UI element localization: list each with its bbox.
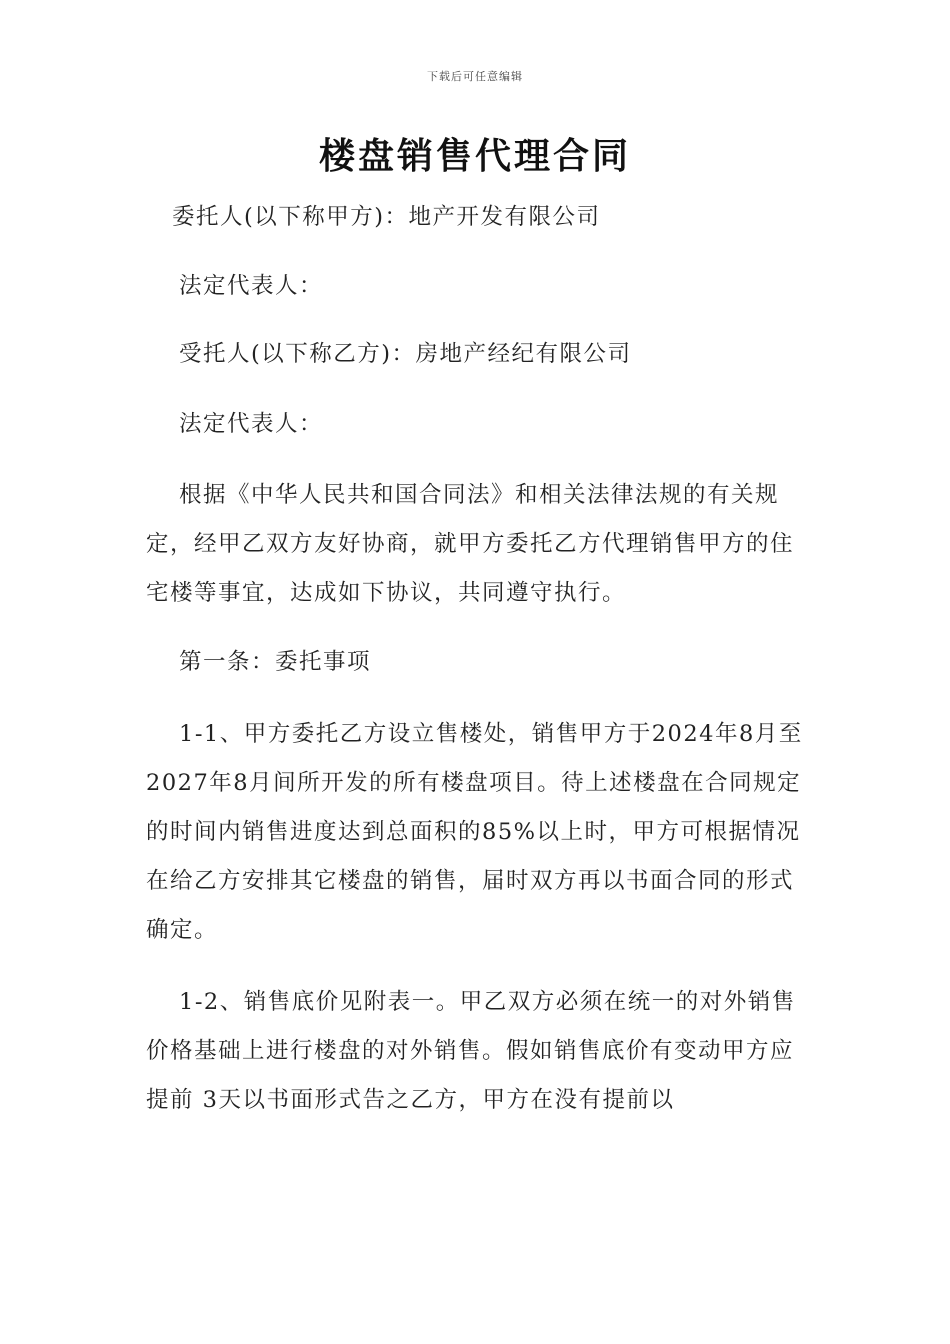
party-a-representative: 法定代表人： xyxy=(179,273,324,299)
party-b-representative: 法定代表人： xyxy=(179,411,324,437)
document-title: 楼盘销售代理合同 xyxy=(318,135,631,177)
party-b-line: 受托人(以下称乙方)：房地产经纪有限公司 xyxy=(179,341,632,367)
header-note: 下载后可任意编辑 xyxy=(427,70,523,83)
intro-paragraph: 根据《中华人民共和国合同法》和相关法律法规的有关规定，经甲乙双方友好协商，就甲方委托乙方代理销售甲方的住宅楼等事宜，达成如下协议，共同遵守执行。 xyxy=(146,482,795,606)
clause-1-1: 1-1、甲方委托乙方设立售楼处，销售甲方于2024年8月至2027年8月间所开发的所有楼盘项目。待上述楼盘在合同规定的时间内销售进度达到总面积的85%以上时，甲方可根据情况在给乙方安排其它楼盘的销售，届时双方再以书面合同的形式确定。 xyxy=(146,721,803,943)
party-a-line: 委托人(以下称甲方)：地产开发有限公司 xyxy=(172,204,601,230)
article-1-heading: 第一条：委托事项 xyxy=(179,649,372,675)
clause-1-2: 1-2、销售底价见附表一。甲乙双方必须在统一的对外销售价格基础上进行楼盘的对外销售。假如销售底价有变动甲方应提前 3天以书面形式告之乙方，甲方在没有提前以 xyxy=(146,989,796,1113)
